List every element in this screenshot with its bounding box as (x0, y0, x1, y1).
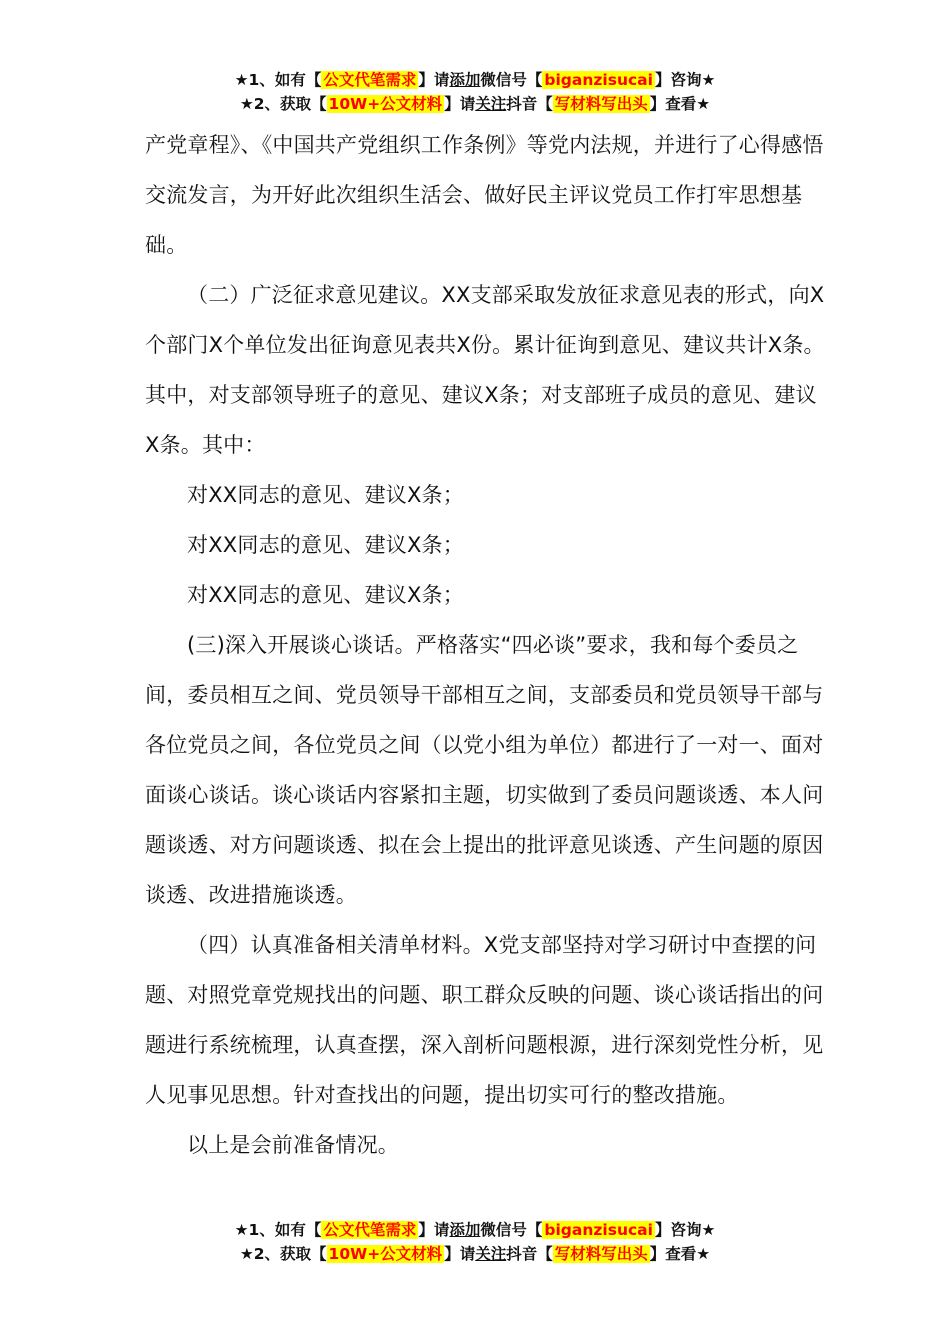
banner-emphasis: 关注 (475, 1245, 507, 1263)
banner-line-1 (0, 68, 950, 92)
paragraph-section-4: （四）认真准备相关清单材料。X党支部坚持对学习研讨中查摆的问题、对照党章党规找出的问题、职工群众反映的问题、谈心谈话指出的问题进行系统梳理，认真查摆，深入剖析问题根源，进行深刻党性分析，见人见事见思想。针对查找出的问题，提出切实可行的整改措施。 (145, 933, 824, 1107)
banner-highlight: 10W+公文材料 (328, 95, 443, 113)
banner-text: 】查看★ (649, 1245, 711, 1263)
paragraph-item: 对XX同志的意见、建议X条； (187, 533, 464, 557)
banner-text: 】咨询★ (654, 71, 716, 89)
banner-line-2 (0, 1242, 950, 1266)
banner-highlight: 公文代笔需求 (323, 1221, 417, 1239)
paragraph-item: 对XX同志的意见、建议X条； (187, 583, 464, 607)
banner-text: 】请 (444, 95, 476, 113)
banner-emphasis: 添加 (449, 1221, 481, 1239)
banner-highlight: biganzisucai (544, 71, 653, 89)
banner-text: 】请 (444, 1245, 476, 1263)
document-body (145, 120, 825, 1170)
banner-text: ★1、如有【 (234, 71, 322, 89)
banner-text: 微信号【 (480, 71, 543, 89)
banner-text: 】请 (418, 71, 450, 89)
banner-text: 】查看★ (649, 95, 711, 113)
banner-line-1 (0, 1218, 950, 1242)
paragraph-continuation: 产党章程》、《中国共产党组织工作条例》等党内法规，并进行了心得感悟交流发言，为开好此次组织生活会、做好民主评议党员工作打牢思想基础。 (145, 133, 824, 257)
paragraph-closing: 以上是会前准备情况。 (187, 1133, 399, 1157)
header-banner (0, 68, 950, 116)
banner-line-2 (0, 92, 950, 116)
banner-highlight: 写材料写出头 (554, 1245, 648, 1263)
footer-banner (0, 1218, 950, 1266)
banner-emphasis: 关注 (475, 95, 507, 113)
banner-text: 】咨询★ (654, 1221, 716, 1239)
banner-highlight: 10W+公文材料 (328, 1245, 443, 1263)
banner-highlight: 公文代笔需求 (323, 71, 417, 89)
banner-highlight: 写材料写出头 (554, 95, 648, 113)
banner-text: ★2、获取【 (239, 1245, 327, 1263)
banner-text: ★2、获取【 (239, 95, 327, 113)
banner-highlight: biganzisucai (544, 1221, 653, 1239)
banner-text: 微信号【 (480, 1221, 543, 1239)
banner-emphasis: 添加 (449, 71, 481, 89)
banner-text: 抖音【 (506, 1245, 553, 1263)
paragraph-section-3: (三)深入开展谈心谈话。严格落实“四必谈”要求，我和每个委员之间，委员相互之间、党员领导干部相互之间，支部委员和党员领导干部与各位党员之间，各位党员之间（以党小组为单位）都进行了一对一、面对面谈心谈话。谈心谈话内容紧扣主题，切实做到了委员问题谈透、本人问题谈透、对方问题谈透、拟在会上提出的批评意见谈透、产生问题的原因谈透、改进措施谈透。 (145, 633, 824, 907)
paragraph-section-2: （二）广泛征求意见建议。XX支部采取发放征求意见表的形式，向X个部门X个单位发出征询意见表共X份。累计征询到意见、建议共计X条。其中，对支部领导班子的意见、建议X条；对支部班子成员的意见、建议X条。其中： (145, 283, 825, 457)
banner-text: 】请 (418, 1221, 450, 1239)
paragraph-item: 对XX同志的意见、建议X条； (187, 483, 464, 507)
banner-text: ★1、如有【 (234, 1221, 322, 1239)
banner-text: 抖音【 (506, 95, 553, 113)
